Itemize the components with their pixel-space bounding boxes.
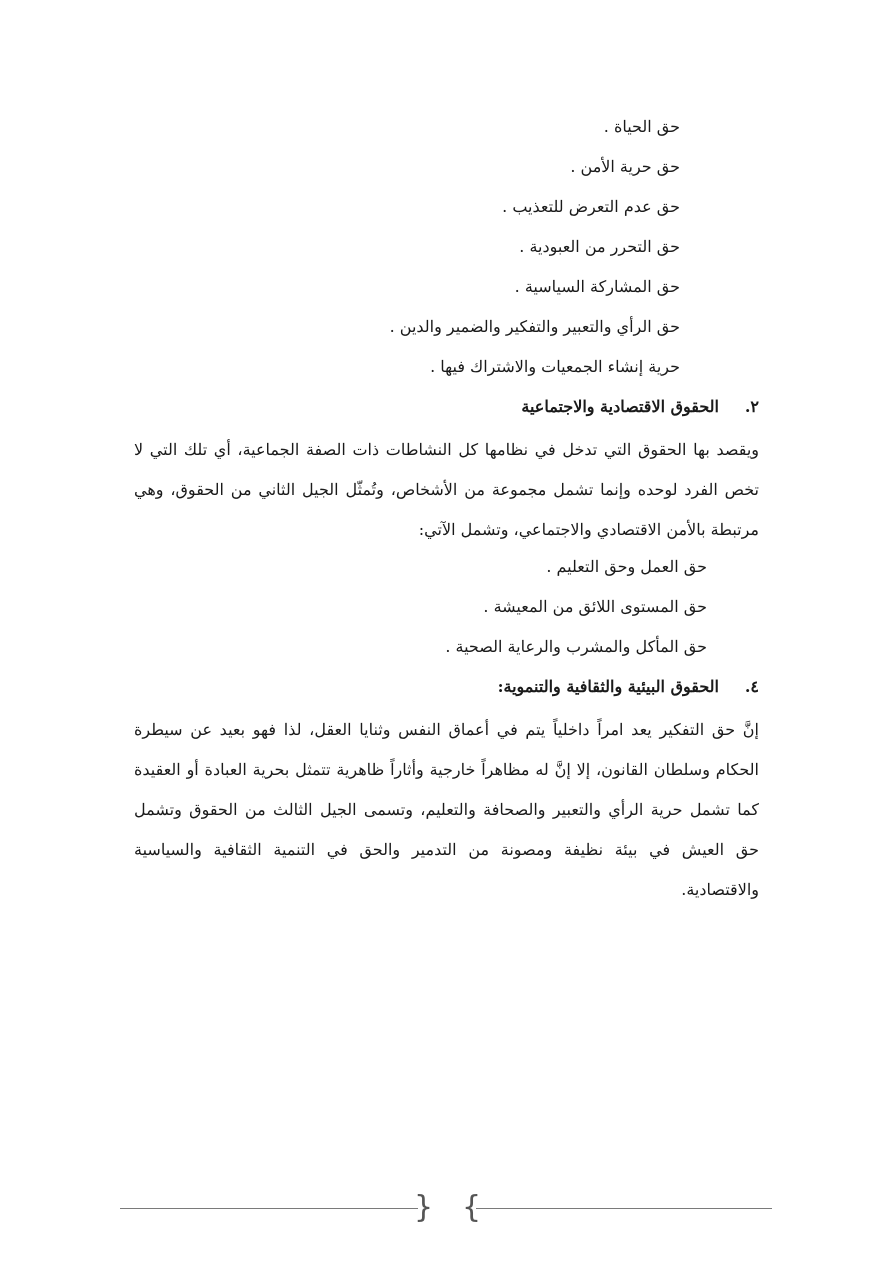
section-title: الحقوق البيئية والثقافية والتنموية: (497, 677, 719, 696)
page-number-brace-open: } (462, 1190, 482, 1225)
page-number-brace-close: { (414, 1190, 434, 1225)
list-item: حق حرية الأمن . (570, 157, 680, 176)
list-item: حرية إنشاء الجمعيات والاشتراك فيها . (430, 357, 680, 376)
section-4-paragraph (134, 710, 759, 910)
section-number: ٢. (744, 397, 759, 416)
section-2-heading (521, 397, 759, 416)
footer-rule-right (476, 1208, 772, 1209)
list-item: حق التحرر من العبودية . (519, 237, 680, 256)
paragraph-text: ويقصد بها الحقوق التي تدخل في نظامها كل النشاطات ذات الصفة الجماعية، أي تلك التي لا تخص الفرد لوحده وإنما تشمل مجموعة من الأشخاص، وتُمثّل الجيل الثاني من الحقوق، وهي مرتبطة بالأمن الاقتصادي والاجتماعي، وتشمل الآتي: (134, 440, 759, 539)
section-number: ٤. (744, 677, 759, 696)
section-4-heading (498, 677, 759, 696)
list-item: حق المشاركة السياسية . (514, 277, 680, 296)
section-2-paragraph (134, 430, 759, 550)
list-item: حق العمل وحق التعليم . (546, 557, 707, 576)
section-title: الحقوق الاقتصادية والاجتماعية (521, 397, 719, 416)
paragraph-text: إنَّ حق التفكير يعد امراً داخلياً يتم في أعماق النفس وثنايا العقل، لذا فهو بعيد عن سيطرة الحكام وسلطان القانون، إلا إنَّ له مظاهراً خارجية وأثاراً ظاهرية تتمثل بحرية العبادة أو العقيدة كما تشمل حرية الرأي والتعبير والصحافة والتعليم، وتسمى الجيل الثالث من الحقوق وتشمل حق العيش في بيئة نظيفة ومصونة من التدمير والحق في التنمية الثقافية والسياسية والاقتصادية. (134, 720, 759, 899)
list-item: حق المأكل والمشرب والرعاية الصحية . (445, 637, 707, 656)
list-item: حق المستوى اللائق من المعيشة . (483, 597, 707, 616)
list-item: حق عدم التعرض للتعذيب . (502, 197, 680, 216)
footer-rule-left (120, 1208, 418, 1209)
list-item: حق الحياة . (603, 117, 680, 136)
list-item: حق الرأي والتعبير والتفكير والضمير والدين . (389, 317, 680, 336)
